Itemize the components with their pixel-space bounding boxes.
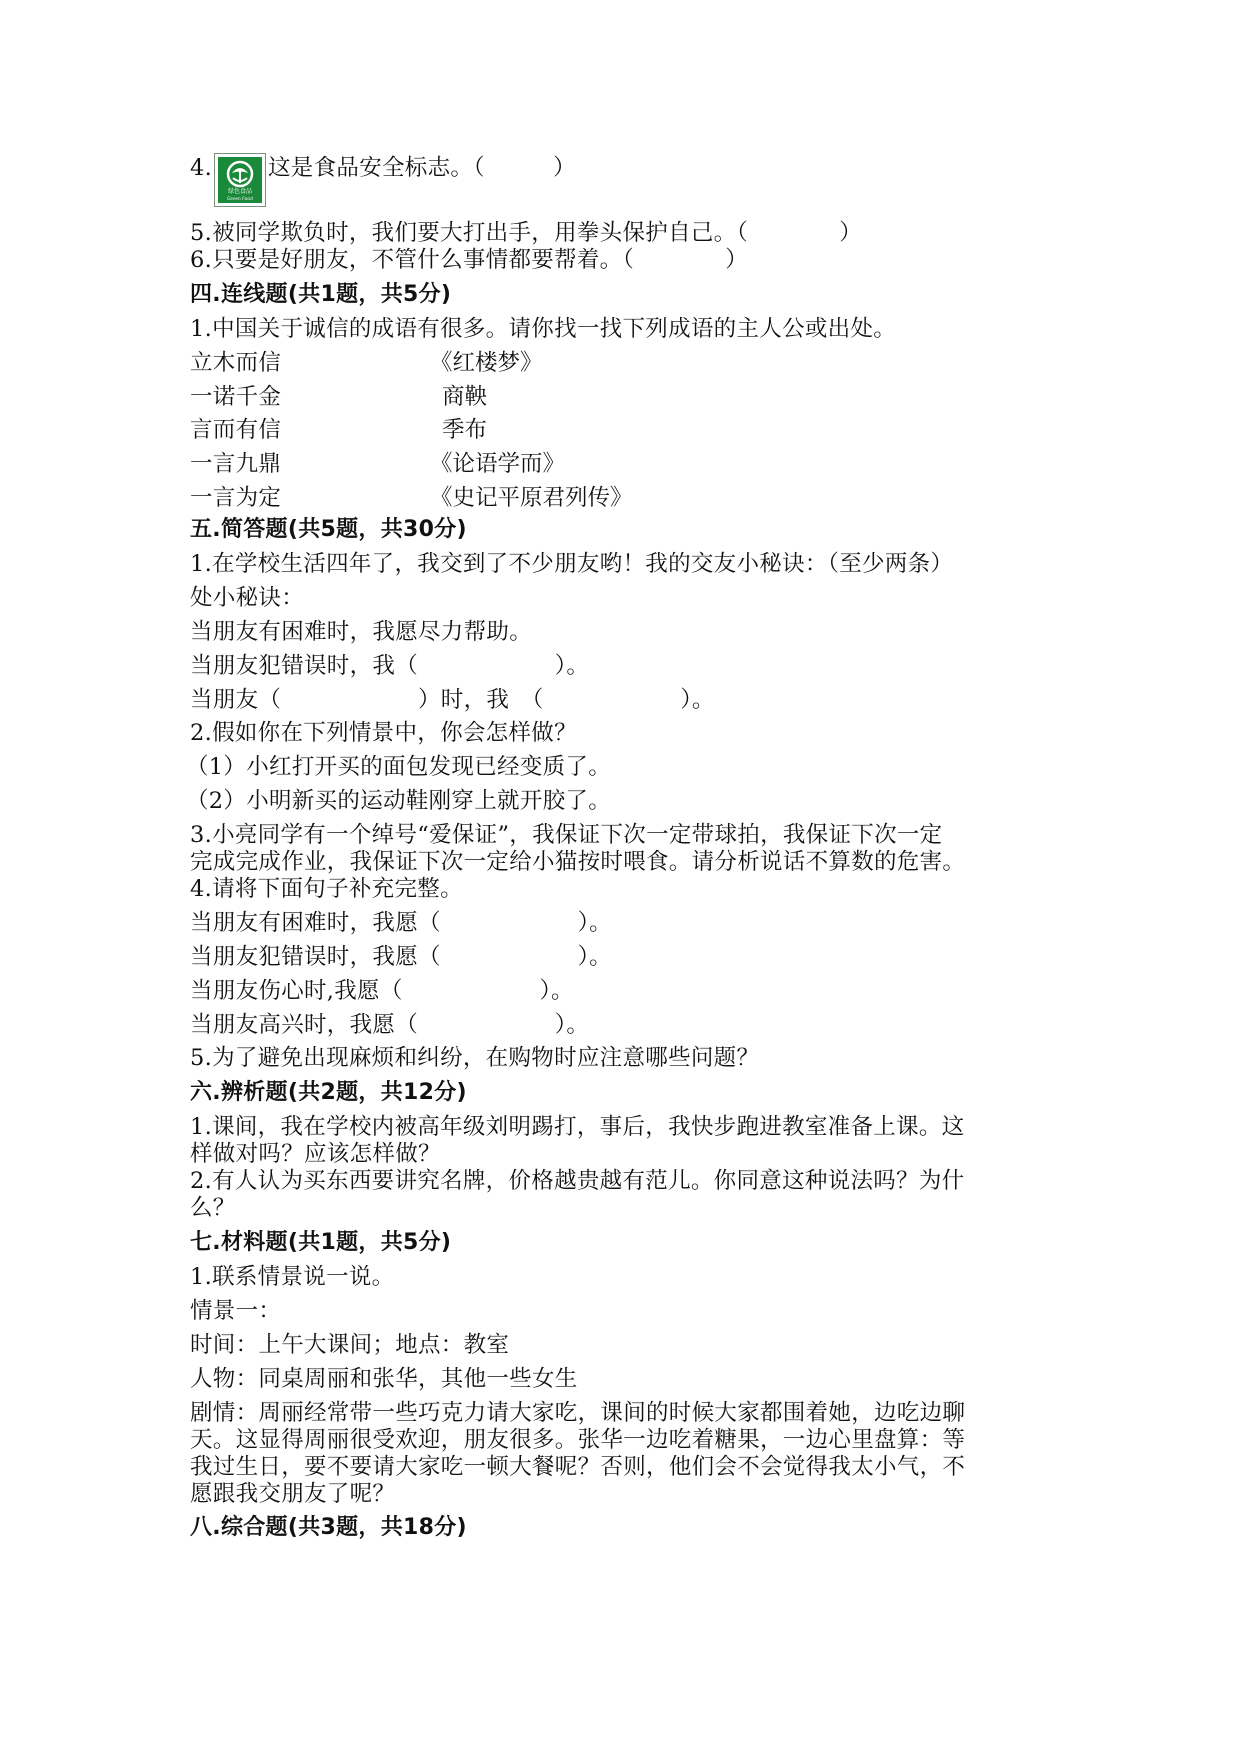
text-line: 2.有人认为买东西要讲究名牌，价格越贵越有范儿。你同意这种说法吗？为什	[190, 1168, 965, 1194]
text-line: 1.课间，我在学校内被高年级刘明踢打，事后，我快步跑进教室准备上课。这	[190, 1114, 965, 1140]
text-line: 当朋友有困难时，我愿尽力帮助。	[190, 619, 533, 645]
text-line: 当朋友犯错误时，我（ ）。	[190, 653, 590, 679]
text-line: （2）小明新买的运动鞋刚穿上就开胶了。	[186, 788, 612, 814]
green-food-logo	[214, 153, 266, 207]
text-line: 情景一：	[190, 1298, 282, 1324]
text-line: 我过生日，要不要请大家吃一顿大餐呢？否则，他们会不会觉得我太小气，不	[190, 1454, 966, 1480]
section-heading: 八.综合题(共3题，共18分)	[190, 1515, 467, 1540]
text-line: 6.只要是好朋友，不管什么事情都要帮着。（ ）	[190, 247, 749, 273]
green-food-emblem-icon	[218, 157, 262, 203]
matching-left-item: 一言为定	[190, 485, 282, 511]
section-heading: 六.辨析题(共2题，共12分)	[190, 1080, 467, 1105]
svg-text:Green Food: Green Food	[227, 197, 253, 202]
matching-right-item: 《红楼梦》	[430, 350, 543, 376]
text-line: 4.请将下面句子补充完整。	[190, 876, 463, 902]
text-line: 3.小亮同学有一个绰号“爱保证”，我保证下次一定带球拍，我保证下次一定	[190, 822, 943, 848]
text-line: 当朋友（ ）时，我 （ ）。	[190, 687, 715, 713]
section-heading: 五.简答题(共5题，共30分)	[190, 517, 467, 542]
text-line: 当朋友伤心时,我愿（ ）。	[190, 978, 574, 1004]
text-line: 么？	[190, 1195, 236, 1221]
section-heading: 七.材料题(共1题，共5分)	[190, 1230, 452, 1255]
matching-right-item: 《论语学而》	[430, 451, 566, 477]
text-line: （1）小红打开买的面包发现已经变质了。	[186, 754, 612, 780]
text-line: 当朋友有困难时，我愿（ ）。	[190, 910, 612, 936]
matching-left-item: 立木而信	[190, 350, 282, 376]
matching-right-item: 商鞅	[442, 384, 488, 410]
matching-right-item: 《史记平原君列传》	[430, 485, 633, 511]
text-line: 剧情：周丽经常带一些巧克力请大家吃，课间的时候大家都围着她，边吃边聊	[190, 1400, 966, 1426]
text-line: 1.在学校生活四年了，我交到了不少朋友哟！我的交友小秘诀：（至少两条）	[190, 551, 954, 577]
text-line: 愿跟我交朋友了呢？	[190, 1481, 396, 1507]
matching-left-item: 一诺千金	[190, 384, 282, 410]
text-line: 这是食品安全标志。（ ）	[268, 155, 576, 181]
text-line: 样做对吗？应该怎样做？	[190, 1141, 441, 1167]
text-line: 5.为了避免出现麻烦和纠纷，在购物时应注意哪些问题？	[190, 1045, 760, 1071]
text-line: 5.被同学欺负时，我们要大打出手，用拳头保护自己。（ ）	[190, 220, 863, 246]
matching-left-item: 一言九鼎	[190, 451, 282, 477]
text-line: 当朋友高兴时，我愿（ ）。	[190, 1012, 590, 1038]
text-line: 1.中国关于诚信的成语有很多。请你找一找下列成语的主人公或出处。	[190, 316, 897, 342]
text-line: 1.联系情景说一说。	[190, 1264, 395, 1290]
svg-text:绿色食品: 绿色食品	[227, 188, 253, 195]
text-line: 完成完成作业，我保证下次一定给小猫按时喂食。请分析说话不算数的危害。	[190, 849, 966, 875]
text-line: 当朋友犯错误时，我愿（ ）。	[190, 944, 612, 970]
text-line: 天。这显得周丽很受欢迎，朋友很多。张华一边吃着糖果，一边心里盘算：等	[190, 1427, 966, 1453]
matching-right-item: 季布	[442, 417, 488, 443]
text-line: 2.假如你在下列情景中，你会怎样做？	[190, 720, 577, 746]
text-line: 处小秘诀：	[190, 585, 305, 611]
text-line: 4.	[190, 155, 213, 181]
text-line: 时间：上午大课间；地点：教室	[190, 1332, 510, 1358]
matching-left-item: 言而有信	[190, 417, 282, 443]
text-line: 人物：同桌周丽和张华，其他一些女生	[190, 1366, 578, 1392]
section-heading: 四.连线题(共1题，共5分)	[190, 282, 452, 307]
